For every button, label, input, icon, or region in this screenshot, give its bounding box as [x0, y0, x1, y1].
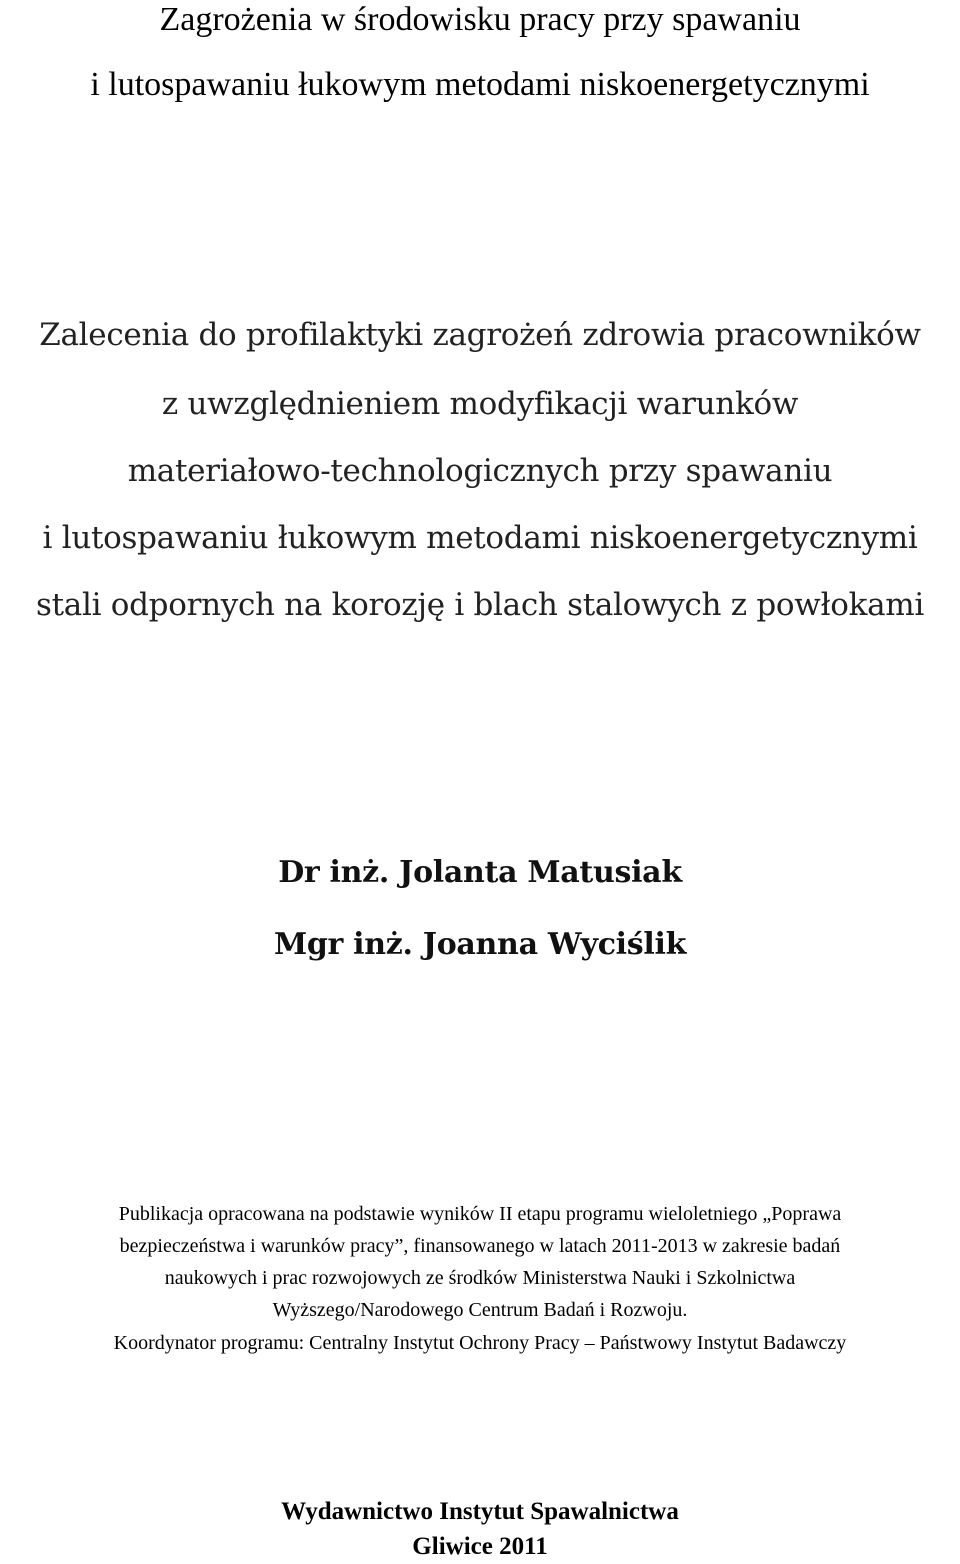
subtitle-line-1: Zalecenia do profilaktyki zagrożeń zdrowia pracowników — [39, 317, 921, 353]
author-2: Mgr inż. Joanna Wyciślik — [273, 927, 687, 962]
subtitle-line-5: stali odpornych na korozję i blach stalowych z powłokami — [36, 587, 924, 623]
title-line-1: Zagrożenia w środowisku pracy przy spawaniu — [159, 1, 801, 38]
publisher-place-year: Gliwice 2011 — [412, 1533, 548, 1560]
publication-note-line-5: Koordynator programu: Centralny Instytut Ochrony Pracy – Państwowy Instytut Badawczy — [113, 1332, 847, 1354]
publication-note-line-3: naukowych i prac rozwojowych ze środków Ministerstwa Nauki i Szkolnictwa — [164, 1267, 796, 1289]
subtitle-line-4: i lutospawaniu łukowym metodami niskoenergetycznymi — [42, 520, 918, 556]
subtitle-line-3: materiałowo-technologicznych przy spawaniu — [127, 453, 833, 489]
author-1: Dr inż. Jolanta Matusiak — [278, 855, 682, 890]
publisher-name: Wydawnictwo Instytut Spawalnictwa — [281, 1498, 679, 1525]
publication-note-line-1: Publikacja opracowana na podstawie wyników II etapu programu wieloletniego „Poprawa — [118, 1203, 842, 1225]
title-line-2: i lutospawaniu łukowym metodami niskoenergetycznymi — [90, 66, 870, 103]
publication-note-line-4: Wyższego/Narodowego Centrum Badań i Rozwoju. — [272, 1299, 688, 1321]
publication-note-line-2: bezpieczeństwa i warunków pracy”, finansowanego w latach 2011-2013 w zakresie badań — [119, 1235, 841, 1257]
subtitle-line-2: z uwzględnieniem modyfikacji warunków — [161, 386, 799, 422]
